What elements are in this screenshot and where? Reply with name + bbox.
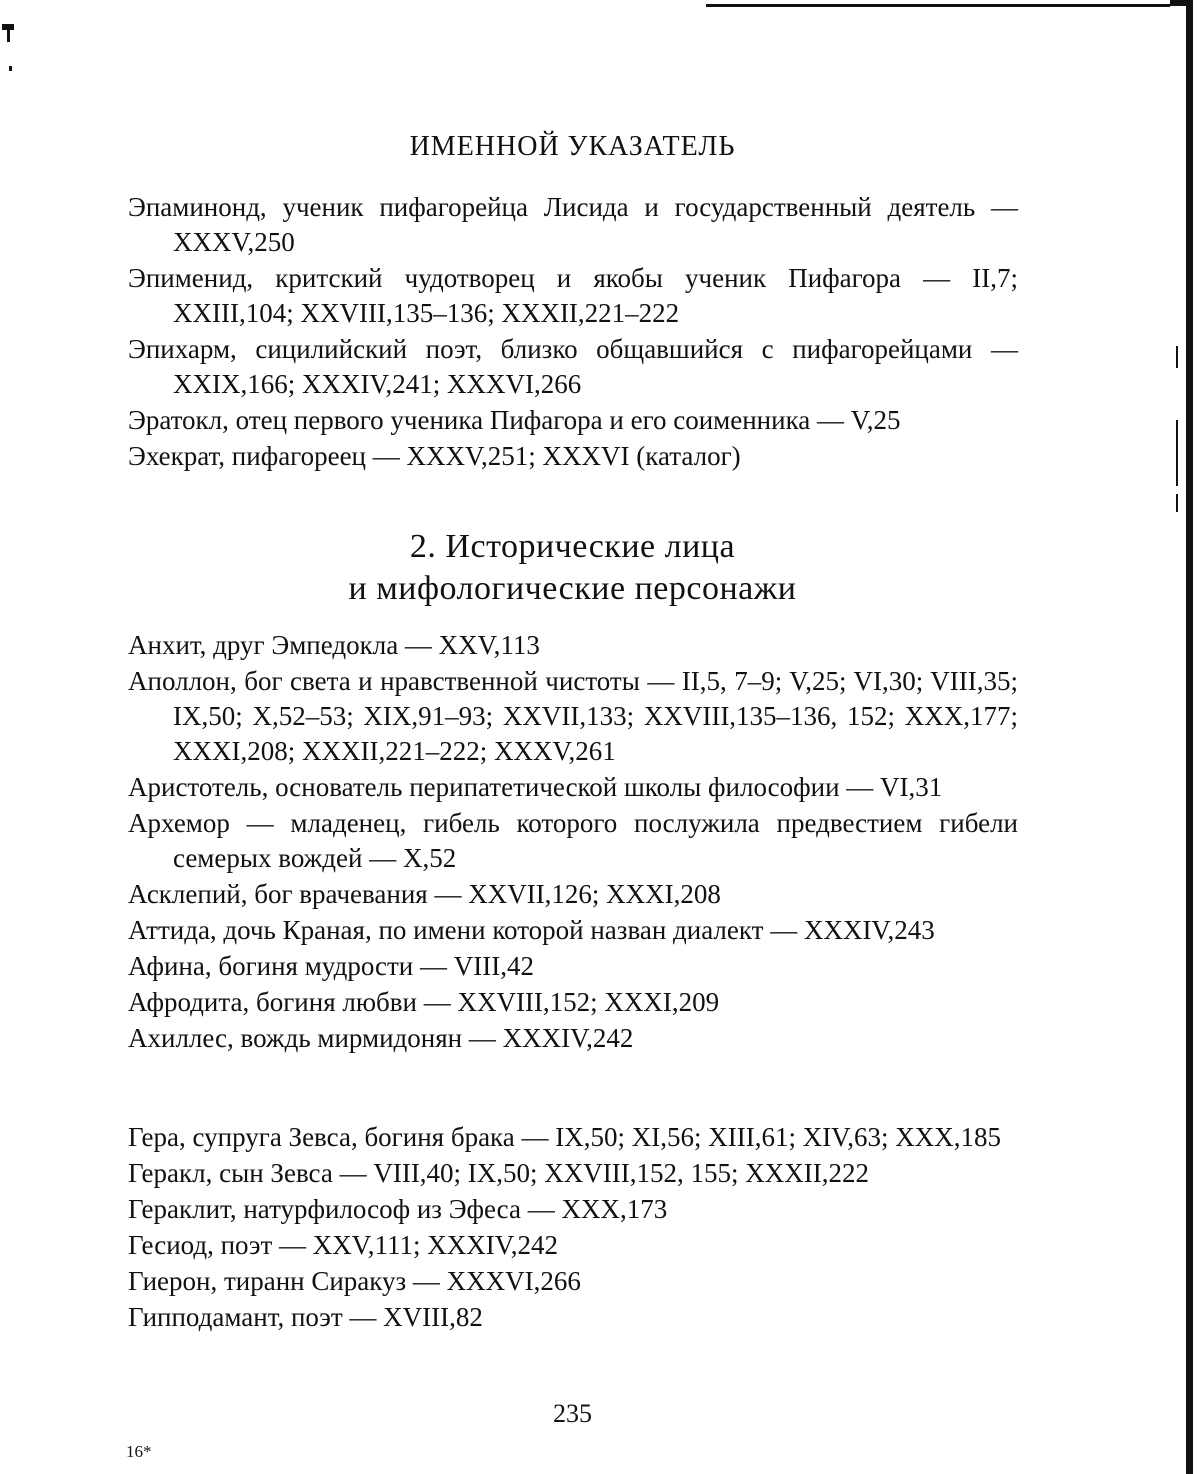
top-rule — [706, 4, 1170, 7]
index-entry: Геракл, сын Зевса — VIII,40; IX,50; XXVIII,152, 155; XXXII,222 — [128, 1158, 869, 1188]
index-entry: Афродита, богиня любви — XXVIII,152; XXXI,209 — [128, 987, 720, 1017]
scan-mark — [7, 30, 10, 42]
index-entry: Эратокл, отец первого ученика Пифагора и его соименника — V,25 — [128, 405, 901, 435]
index-entry: Афина, богиня мудрости — VIII,42 — [128, 951, 534, 981]
index-entry: Архемор — младенец, гибель которого послужила предвестием гибели семерых вождей — X,52 — [128, 808, 1018, 873]
index-entry: Эпихарм, сицилийский поэт, близко общавшийся с пифагорейцами — XXIX,166; XXXIV,241; XXXVI,266 — [128, 334, 1018, 399]
index-entry: Гераклит, натурфилософ из Эфеса — XXX,173 — [128, 1194, 668, 1224]
margin-tick — [1176, 494, 1178, 512]
right-edge-rule — [1186, 0, 1193, 1474]
section-heading-line-2: и мифологические персонажи — [348, 570, 797, 607]
margin-tick — [1176, 420, 1178, 486]
index-entry: Эхекрат, пифагореец — XXXV,251; XXXVI (каталог) — [128, 441, 741, 471]
margin-tick — [1176, 346, 1178, 368]
page-number: 235 — [553, 1399, 592, 1428]
index-entry: Гиерон, тиранн Сиракуз — XXXVI,266 — [128, 1266, 581, 1296]
signature-mark: 16* — [126, 1442, 152, 1461]
index-entry: Асклепий, бог врачевания — XXVII,126; XXXI,208 — [128, 879, 721, 909]
index-section-2-group-a — [128, 628, 1018, 1057]
index-entry: Гипподамант, поэт — XVIII,82 — [128, 1302, 483, 1332]
scan-mark — [9, 66, 12, 71]
running-head: ИМЕННОЙ УКАЗАТЕЛЬ — [409, 131, 736, 162]
index-entry: Ахиллес, вождь мирмидонян — XXXIV,242 — [128, 1023, 634, 1053]
section-heading — [0, 526, 1145, 610]
index-entry: Аристотель, основатель перипатетической школы философии — VI,31 — [128, 772, 943, 802]
index-entry: Эпименид, критский чудотворец и якобы ученик Пифагора — II,7; XXIII,104; XXVIII,135–136; XXXII,221–222 — [128, 263, 1018, 328]
index-entry: Аполлон, бог света и нравственной чистоты — II,5, 7–9; V,25; VI,30; VIII,35; IX,50; X,52–53; XIX,91–93; XXVII,133; XXVIII,135–136, 152; XXX,177; XXXI,208; XXXII,221–222; XXXV,261 — [128, 666, 1018, 766]
index-entry: Гера, супруга Зевса, богиня брака — IX,50; XI,56; XIII,61; XIV,63; XXX,185 — [128, 1122, 1001, 1152]
index-entry: Анхит, друг Эмпедокла — XXV,113 — [128, 630, 540, 660]
index-section-2-group-b — [128, 1120, 1018, 1336]
index-section-1 — [128, 190, 1018, 475]
index-entry: Гесиод, поэт — XXV,111; XXXIV,242 — [128, 1230, 559, 1260]
index-entry: Эпаминонд, ученик пифагорейца Лисида и государственный деятель — XXXV,250 — [128, 192, 1018, 257]
index-entry: Аттида, дочь Краная, по имени которой назван диалект — XXXIV,243 — [128, 915, 935, 945]
section-heading-line-1: 2. Исторические лица — [409, 528, 736, 565]
